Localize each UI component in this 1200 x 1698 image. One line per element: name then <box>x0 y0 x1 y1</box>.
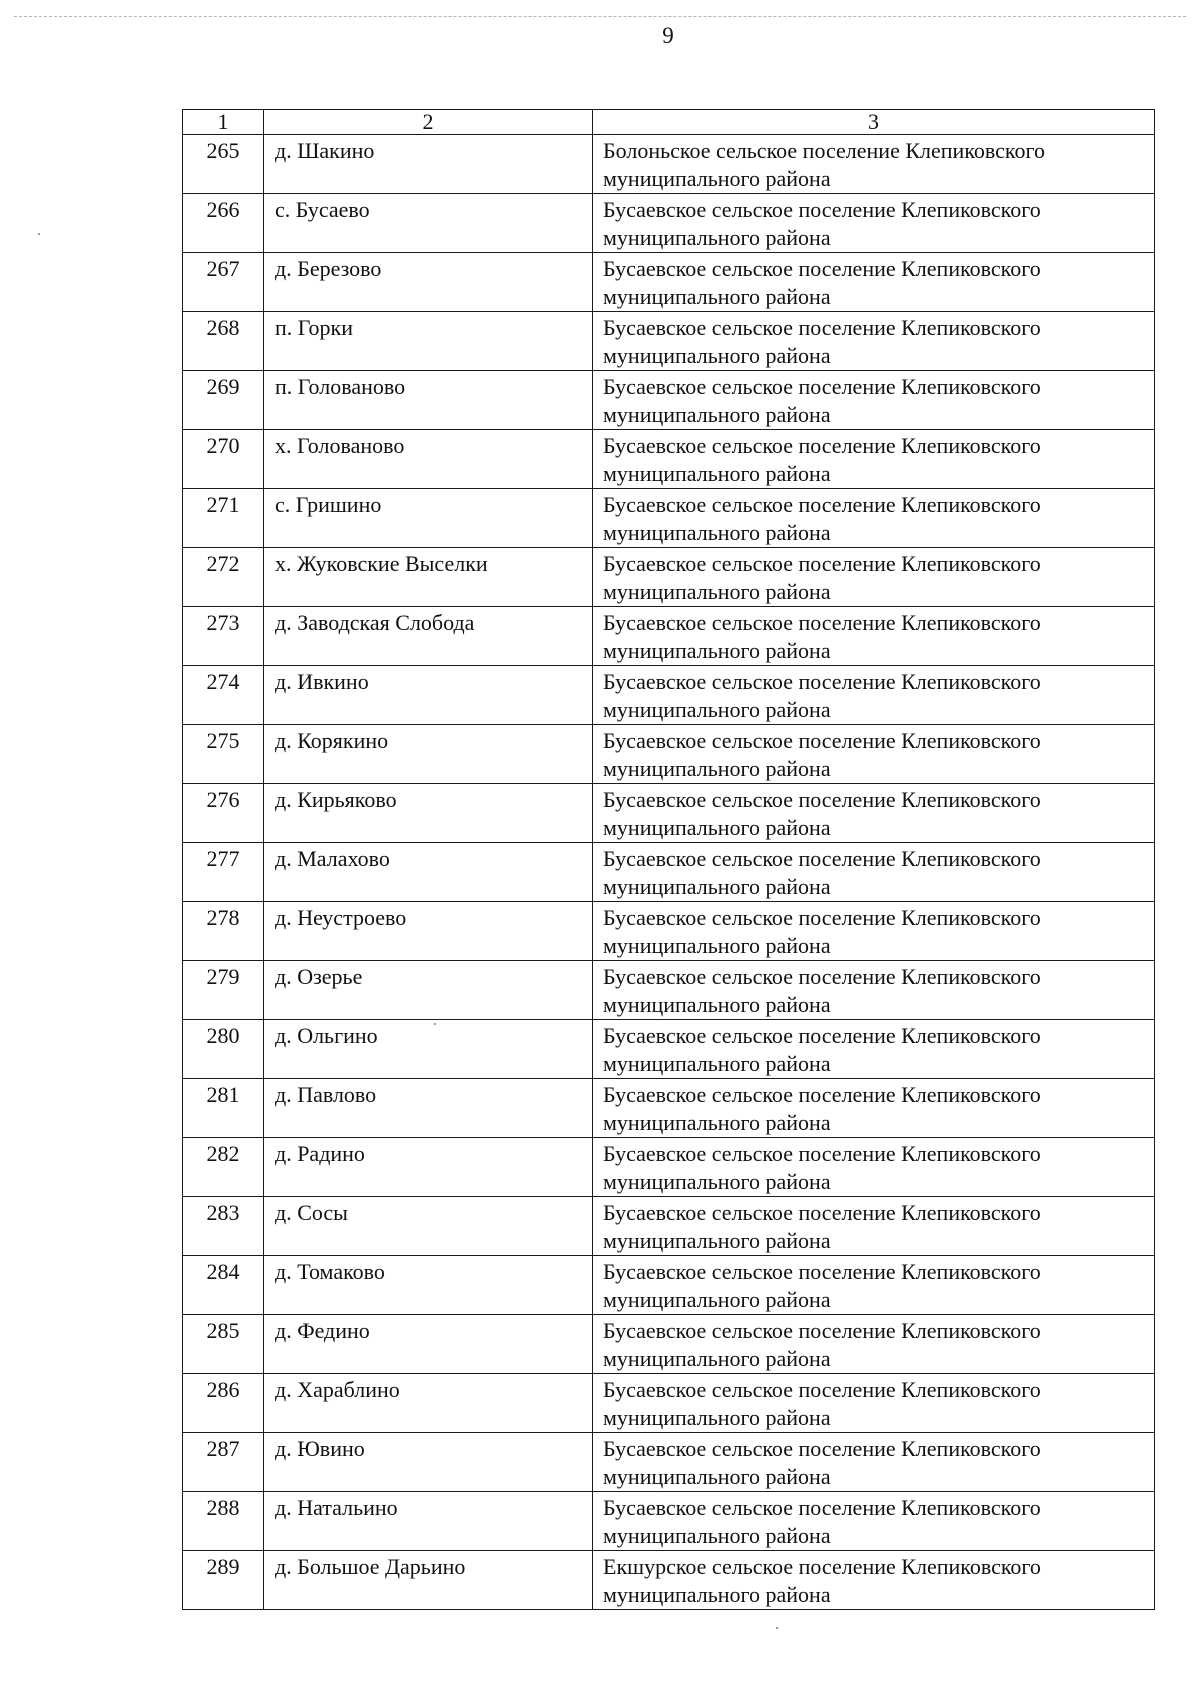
municipality-cell <box>593 1492 1155 1551</box>
settlement-name: д. Озерье <box>264 961 593 1020</box>
scan-speck <box>776 1627 778 1629</box>
scan-speck <box>434 1023 436 1025</box>
municipality-line-1: Бусаевское сельское поселение Клепиковского <box>603 1141 1041 1166</box>
settlement-name: с. Гришино <box>264 489 593 548</box>
municipality-line-1: Бусаевское сельское поселение Клепиковского <box>603 1082 1041 1107</box>
municipality-cell <box>593 1197 1155 1256</box>
table-row <box>183 1374 1155 1433</box>
settlement-name: д. Хараблино <box>264 1374 593 1433</box>
municipality-line-2: муниципального района <box>603 520 831 545</box>
municipality-cell <box>593 902 1155 961</box>
municipality-cell <box>593 1315 1155 1374</box>
municipality-line-2: муниципального района <box>603 874 831 899</box>
municipality-line-2: муниципального района <box>603 1582 831 1607</box>
municipality-cell <box>593 1079 1155 1138</box>
row-number: 267 <box>183 253 264 312</box>
scan-speck <box>38 233 40 235</box>
table-row <box>183 1197 1155 1256</box>
municipality-line-2: муниципального района <box>603 1051 831 1076</box>
row-number: 274 <box>183 666 264 725</box>
row-number: 272 <box>183 548 264 607</box>
row-number: 287 <box>183 1433 264 1492</box>
municipality-line-1: Бусаевское сельское поселение Клепиковского <box>603 1200 1041 1225</box>
municipality-line-2: муниципального района <box>603 992 831 1017</box>
municipality-line-1: Бусаевское сельское поселение Клепиковского <box>603 551 1041 576</box>
municipality-line-2: муниципального района <box>603 1346 831 1371</box>
municipality-line-2: муниципального района <box>603 343 831 368</box>
municipality-line-1: Бусаевское сельское поселение Клепиковского <box>603 846 1041 871</box>
table-row <box>183 1079 1155 1138</box>
municipality-line-1: Бусаевское сельское поселение Клепиковского <box>603 256 1041 281</box>
municipality-line-1: Бусаевское сельское поселение Клепиковского <box>603 1495 1041 1520</box>
municipality-cell <box>593 1374 1155 1433</box>
table-row <box>183 489 1155 548</box>
table-row <box>183 1315 1155 1374</box>
municipality-line-2: муниципального района <box>603 1169 831 1194</box>
table-row <box>183 135 1155 194</box>
municipality-cell <box>593 961 1155 1020</box>
table-row <box>183 548 1155 607</box>
scan-edge-line <box>14 16 1186 17</box>
settlement-name: п. Голованово <box>264 371 593 430</box>
municipality-line-2: муниципального района <box>603 638 831 663</box>
municipality-cell <box>593 1020 1155 1079</box>
municipality-line-2: муниципального района <box>603 461 831 486</box>
row-number: 275 <box>183 725 264 784</box>
municipality-line-1: Бусаевское сельское поселение Клепиковского <box>603 1377 1041 1402</box>
municipality-cell <box>593 784 1155 843</box>
municipality-cell <box>593 312 1155 371</box>
municipality-line-1: Бусаевское сельское поселение Клепиковского <box>603 1436 1041 1461</box>
municipality-line-2: муниципального района <box>603 225 831 250</box>
table-row <box>183 1020 1155 1079</box>
column-header-2: 2 <box>264 110 593 135</box>
row-number: 279 <box>183 961 264 1020</box>
row-number: 277 <box>183 843 264 902</box>
table-row <box>183 784 1155 843</box>
settlement-name: д. Малахово <box>264 843 593 902</box>
settlement-name: д. Ювино <box>264 1433 593 1492</box>
row-number: 271 <box>183 489 264 548</box>
table-row <box>183 961 1155 1020</box>
municipality-cell <box>593 548 1155 607</box>
municipality-line-1: Бусаевское сельское поселение Клепиковского <box>603 315 1041 340</box>
settlement-name: с. Бусаево <box>264 194 593 253</box>
municipality-cell <box>593 1138 1155 1197</box>
row-number: 268 <box>183 312 264 371</box>
municipality-line-2: муниципального района <box>603 1228 831 1253</box>
table-row <box>183 902 1155 961</box>
settlement-name: д. Шакино <box>264 135 593 194</box>
municipality-line-1: Бусаевское сельское поселение Клепиковского <box>603 492 1041 517</box>
row-number: 284 <box>183 1256 264 1315</box>
settlement-name: д. Павлово <box>264 1079 593 1138</box>
municipality-cell <box>593 371 1155 430</box>
settlement-name: д. Федино <box>264 1315 593 1374</box>
municipality-line-2: муниципального района <box>603 933 831 958</box>
settlement-name: д. Кирьяково <box>264 784 593 843</box>
municipality-cell <box>593 1256 1155 1315</box>
row-number: 276 <box>183 784 264 843</box>
row-number: 289 <box>183 1551 264 1610</box>
row-number: 281 <box>183 1079 264 1138</box>
row-number: 286 <box>183 1374 264 1433</box>
table-row <box>183 194 1155 253</box>
row-number: 283 <box>183 1197 264 1256</box>
municipality-line-1: Бусаевское сельское поселение Клепиковского <box>603 197 1041 222</box>
settlement-name: д. Радино <box>264 1138 593 1197</box>
table-row <box>183 430 1155 489</box>
settlement-name: д. Неустроево <box>264 902 593 961</box>
table-row <box>183 607 1155 666</box>
municipality-line-1: Бусаевское сельское поселение Клепиковского <box>603 669 1041 694</box>
settlements-table <box>182 109 1155 1610</box>
municipality-cell <box>593 194 1155 253</box>
row-number: 265 <box>183 135 264 194</box>
row-number: 285 <box>183 1315 264 1374</box>
column-header-1: 1 <box>183 110 264 135</box>
settlement-name: д. Сосы <box>264 1197 593 1256</box>
page-number: 9 <box>662 23 674 48</box>
row-number: 282 <box>183 1138 264 1197</box>
municipality-line-2: муниципального района <box>603 284 831 309</box>
row-number: 273 <box>183 607 264 666</box>
table-row <box>183 1492 1155 1551</box>
municipality-line-1: Бусаевское сельское поселение Клепиковского <box>603 374 1041 399</box>
municipality-line-2: муниципального района <box>603 1464 831 1489</box>
municipality-cell <box>593 430 1155 489</box>
municipality-cell <box>593 135 1155 194</box>
settlement-name: д. Ольгино <box>264 1020 593 1079</box>
row-number: 269 <box>183 371 264 430</box>
municipality-line-2: муниципального района <box>603 697 831 722</box>
table-row <box>183 725 1155 784</box>
table-body <box>183 135 1155 1610</box>
table-row <box>183 1256 1155 1315</box>
municipality-cell <box>593 725 1155 784</box>
settlement-name: д. Березово <box>264 253 593 312</box>
municipality-line-2: муниципального района <box>603 166 831 191</box>
table-row <box>183 371 1155 430</box>
settlement-name: д. Натальино <box>264 1492 593 1551</box>
settlement-name: д. Томаково <box>264 1256 593 1315</box>
settlement-name: х. Голованово <box>264 430 593 489</box>
municipality-line-2: муниципального района <box>603 1110 831 1135</box>
municipality-cell <box>593 607 1155 666</box>
municipality-cell <box>593 253 1155 312</box>
municipality-cell <box>593 1551 1155 1610</box>
column-header-3: 3 <box>593 110 1155 135</box>
municipality-line-1: Бусаевское сельское поселение Клепиковского <box>603 610 1041 635</box>
municipality-line-1: Екшурское сельское поселение Клепиковского <box>603 1554 1041 1579</box>
row-number: 278 <box>183 902 264 961</box>
municipality-line-1: Бусаевское сельское поселение Клепиковского <box>603 964 1041 989</box>
municipality-line-2: муниципального района <box>603 579 831 604</box>
settlement-name: д. Корякино <box>264 725 593 784</box>
municipality-cell <box>593 843 1155 902</box>
table-row <box>183 1551 1155 1610</box>
municipality-line-2: муниципального района <box>603 1523 831 1548</box>
municipality-line-1: Болоньское сельское поселение Клепиковского <box>603 138 1045 163</box>
table-row <box>183 312 1155 371</box>
municipality-line-2: муниципального района <box>603 1405 831 1430</box>
municipality-line-1: Бусаевское сельское поселение Клепиковского <box>603 787 1041 812</box>
municipality-line-2: муниципального района <box>603 402 831 427</box>
municipality-cell <box>593 489 1155 548</box>
municipality-line-2: муниципального района <box>603 756 831 781</box>
table-row <box>183 1138 1155 1197</box>
municipality-line-1: Бусаевское сельское поселение Клепиковского <box>603 905 1041 930</box>
municipality-line-2: муниципального района <box>603 1287 831 1312</box>
municipality-line-1: Бусаевское сельское поселение Клепиковского <box>603 433 1041 458</box>
table-row <box>183 666 1155 725</box>
settlement-name: п. Горки <box>264 312 593 371</box>
table-row <box>183 843 1155 902</box>
row-number: 266 <box>183 194 264 253</box>
municipality-line-1: Бусаевское сельское поселение Клепиковского <box>603 1259 1041 1284</box>
municipality-line-2: муниципального района <box>603 815 831 840</box>
settlement-name: д. Заводская Слобода <box>264 607 593 666</box>
settlement-name: д. Ивкино <box>264 666 593 725</box>
settlement-name: д. Большое Дарьино <box>264 1551 593 1610</box>
table-header-row <box>183 110 1155 135</box>
settlement-name: х. Жуковские Выселки <box>264 548 593 607</box>
municipality-cell <box>593 1433 1155 1492</box>
municipality-line-1: Бусаевское сельское поселение Клепиковского <box>603 1318 1041 1343</box>
row-number: 270 <box>183 430 264 489</box>
row-number: 288 <box>183 1492 264 1551</box>
municipality-cell <box>593 666 1155 725</box>
municipality-line-1: Бусаевское сельское поселение Клепиковского <box>603 1023 1041 1048</box>
table-row <box>183 1433 1155 1492</box>
municipality-line-1: Бусаевское сельское поселение Клепиковского <box>603 728 1041 753</box>
table-row <box>183 253 1155 312</box>
row-number: 280 <box>183 1020 264 1079</box>
